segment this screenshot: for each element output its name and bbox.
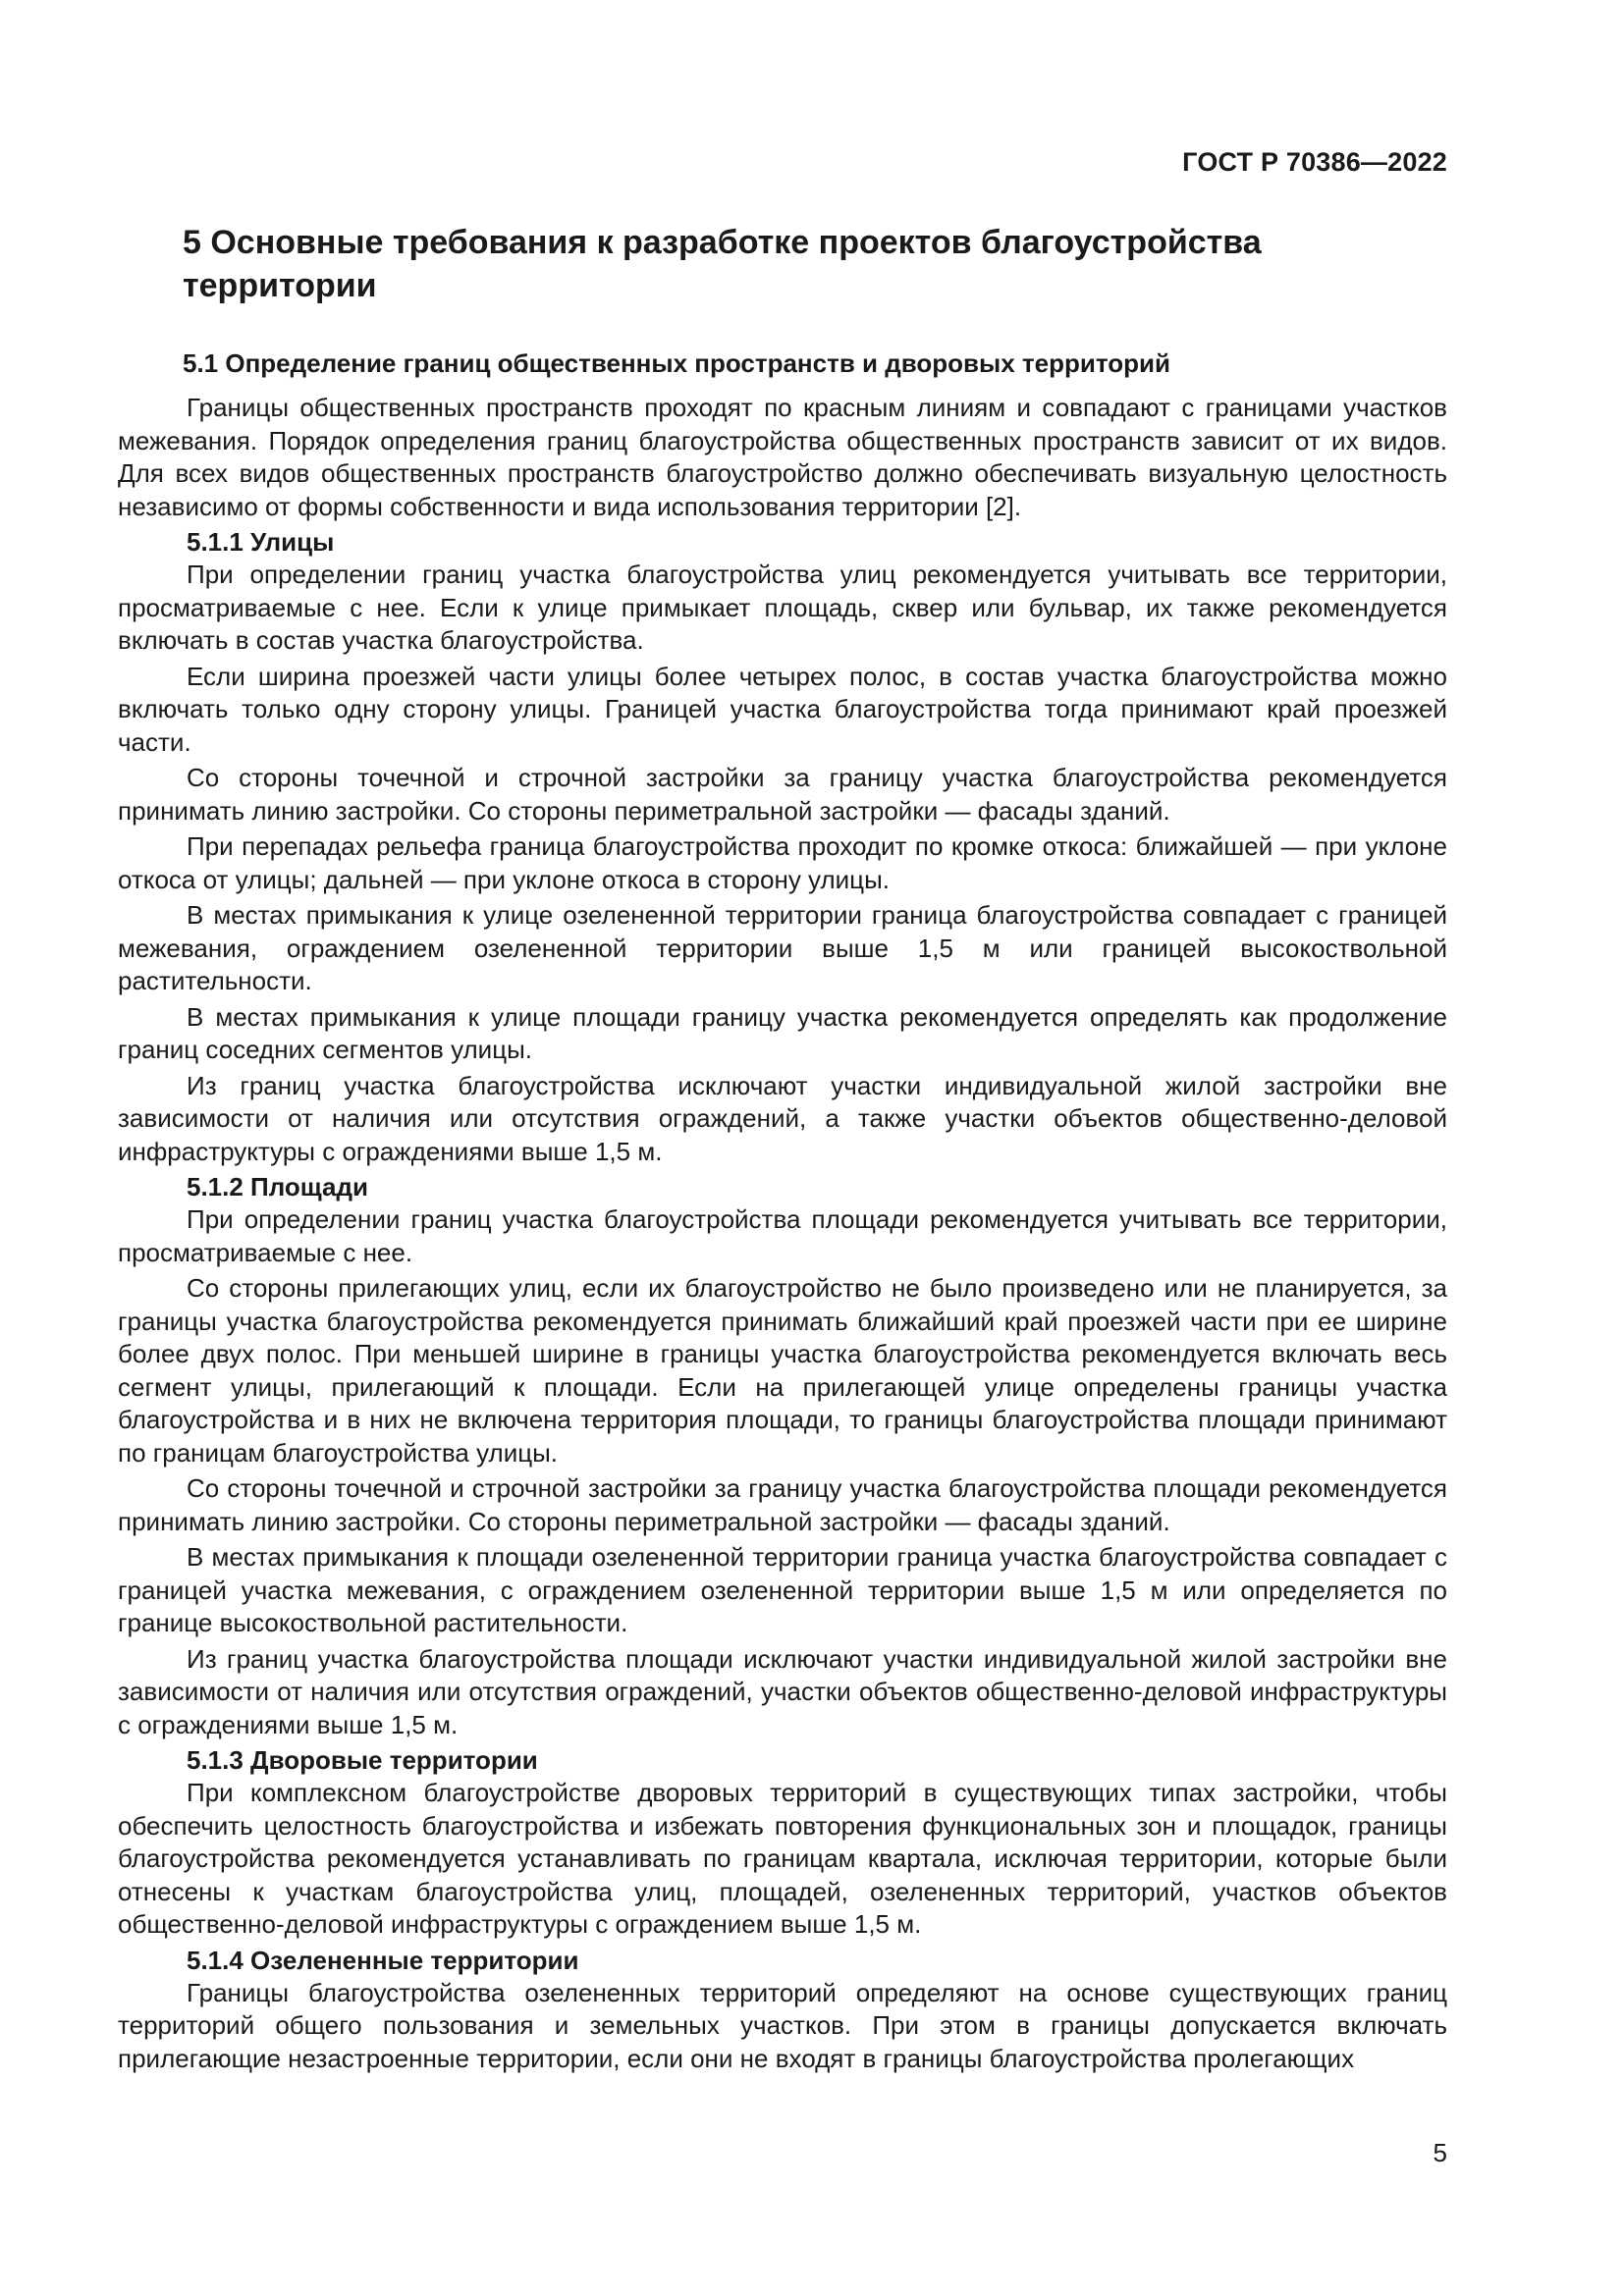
paragraph: Границы благоустройства озелененных территорий определяют на основе существующих границ территорий общего пользования и земельных участков. При этом в границы допускается включать прилегающие незастроенные территории, если они не входят в границы благоустройства пролегающих — [118, 1977, 1447, 2073]
clause-title-5-1-3: 5.1.3 Дворовые территории — [187, 1745, 538, 1775]
subsection-title-5-1: 5.1 Определение границ общественных пространств и дворовых территорий — [183, 348, 1170, 378]
clause-title-5-1-1: 5.1.1 Улицы — [187, 527, 335, 557]
paragraph: Со стороны точечной и строчной застройки за границу участка благоустройства рекомендуется принимать линию застройки. Со стороны периметральной застройки — фасады зданий. — [118, 763, 1447, 826]
paragraph: В местах примыкания к улице озелененной территории граница благоустройства совпадает с границей межевания, ограждением озелененной территории выше 1,5 м или границей высокоствольной растительности. — [118, 900, 1447, 995]
paragraph: Границы общественных пространств проходят по красным линиям и совпадают с границами участков межевания. Порядок определения границ благоустройства общественных пространств зависит от их видов. Для всех видов общественных пространств благоустройство должно обеспечивать визуальную целостность независимо от формы собственности и вида использования территории [2]. — [118, 393, 1447, 521]
paragraph: При определении границ участка благоустройства площади рекомендуется учитывать все территории, просматриваемые с нее. — [118, 1204, 1447, 1267]
document-code: ГОСТ Р 70386—2022 — [1182, 147, 1447, 177]
paragraph: Со стороны точечной и строчной застройки за границу участка благоустройства площади рекомендуется принимать линию застройки. Со стороны периметральной застройки — фасады зданий. — [118, 1473, 1447, 1536]
paragraph: Если ширина проезжей части улицы более четырех полос, в состав участка благоустройства можно включать только одну сторону улицы. Границей участка благоустройства тогда принимают край проезжей части. — [118, 661, 1447, 757]
paragraph: Со стороны прилегающих улиц, если их благоустройство не было произведено или не планируется, за границы участка благоустройства рекомендуется принимать ближайший край проезжей части при ее ширине более двух полос. При меньшей ширине в границы участка благоустройства рекомендуется включать весь сегмент улицы, прилегающий к площади. Если на прилегающей улице определены границы участка благоустройства и в них не включена территория площади, то границы благоустройства площади принимают по границам благоустройства улицы. — [118, 1273, 1447, 1468]
paragraph: При комплексном благоустройстве дворовых территорий в существующих типах застройки, чтобы обеспечить целостность благоустройства и избежать повторения функциональных зон и площадок, границы благоустройства рекомендуется устанавливать по границам квартала, исключая территории, которые были отнесены к участкам благоустройства улиц, площадей, озелененных территорий, участков объектов общественно-деловой инфраструктуры с ограждением выше 1,5 м. — [118, 1778, 1447, 1939]
paragraph: При перепадах рельефа граница благоустройства проходит по кромке откоса: ближайшей — при уклоне откоса от улицы; дальней — при уклоне откоса в сторону улицы. — [118, 831, 1447, 894]
paragraph: При определении границ участка благоустройства улиц рекомендуется учитывать все территории, просматриваемые с нее. Если к улице примыкает площадь, сквер или бульвар, их также рекомендуется включать в состав участка благоустройства. — [118, 560, 1447, 655]
clause-title-5-1-4: 5.1.4 Озелененные территории — [187, 1945, 579, 1975]
section-title: 5 Основные требования к разработке проектов благоустройства территории — [183, 224, 1262, 304]
paragraph: В местах примыкания к площади озелененной территории граница участка благоустройства совпадает с границей участка межевания, с ограждением озелененной территории выше 1,5 м или определяется по границе высокоствольной растительности. — [118, 1542, 1447, 1637]
page-content — [118, 221, 1447, 2078]
page-number: 5 — [1433, 2138, 1447, 2167]
clause-title-5-1-2: 5.1.2 Площади — [187, 1172, 368, 1201]
paragraph: Из границ участка благоустройства исключают участки индивидуальной жилой застройки вне зависимости от наличия или отсутствия ограждений, а также участки объектов общественно-деловой инфраструктуры с ограждениями выше 1,5 м. — [118, 1070, 1447, 1166]
paragraph: В местах примыкания к улице площади границу участка рекомендуется определять как продолжение границ соседних сегментов улицы. — [118, 1001, 1447, 1064]
paragraph: Из границ участка благоустройства площади исключают участки индивидуальной жилой застройки вне зависимости от наличия или отсутствия ограждений, участки объектов общественно-деловой инфраструктуры с ограждениями выше 1,5 м. — [118, 1643, 1447, 1739]
